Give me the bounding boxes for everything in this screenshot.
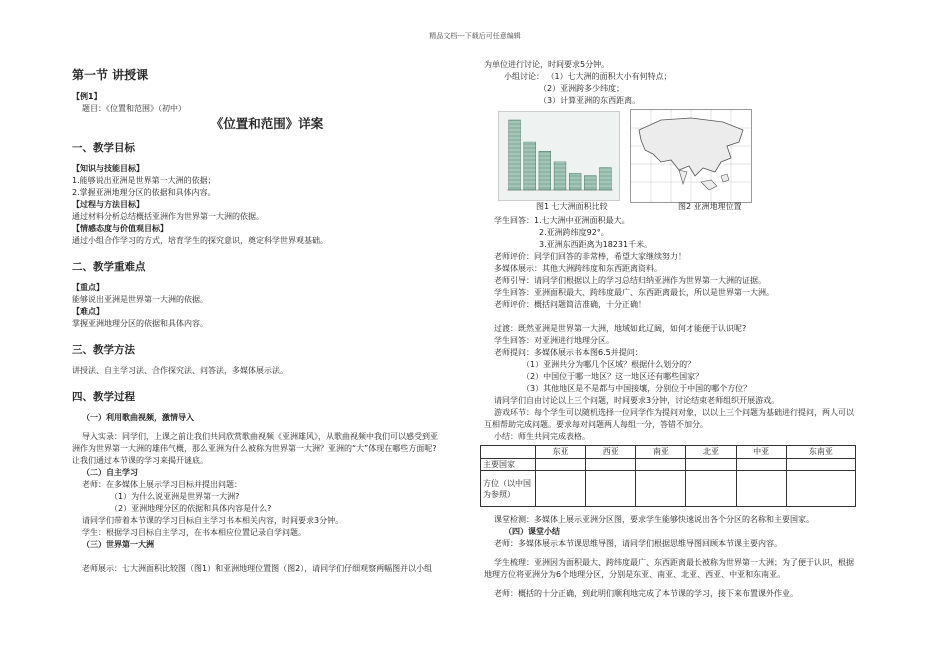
page-header: 精品文档---下载后可任意编辑 (429, 32, 521, 40)
process-4-line-b: 学生梳理：亚洲因为面积最大、跨纬度最广、东西距离最长被称为世界第一大洲；为了便于认识，根据 (494, 558, 854, 567)
table-cell (636, 459, 686, 471)
key-label: 【重点】 (72, 283, 104, 292)
chart-bar (569, 173, 581, 190)
student-answer-1: 学生回答：1.七大洲中亚洲面积最大。 (494, 216, 630, 225)
right-line-a: 为单位进行讨论，时间要求5分钟。 (484, 60, 610, 69)
goal-process-label: 【过程与方法目标】 (72, 200, 144, 209)
table-cell (786, 471, 855, 507)
student-answer-3: 3.亚洲东西距离为18231千米。 (539, 240, 653, 249)
doc-title: 《位置和范围》详案 (210, 116, 324, 131)
table-row (481, 471, 856, 507)
section-title: 第一节 讲授课 (72, 68, 149, 82)
game-rules-a: 游戏环节：每个学生可以随机选择一位同学作为提问对象，以以上三个问题为基础进行提问，两人可以 (494, 408, 854, 417)
class-check: 课堂检测：多媒体上展示亚洲分区图，要求学生能够快速说出各个分区的名称和主要国家。 (494, 515, 814, 524)
heading-methods: 三、教学方法 (72, 344, 135, 356)
process-2-title: （二）自主学习 (82, 468, 138, 477)
table-cell (786, 459, 855, 471)
summary-intro: 小结：师生共同完成表格。 (494, 432, 590, 441)
table-header-cell: 东南亚 (786, 446, 855, 459)
table-cell (536, 471, 586, 507)
goal-knowledge-1: 1.能够说出亚洲是世界第一大洲的依据； (72, 176, 216, 185)
table-cell (636, 471, 686, 507)
table-header-row (481, 446, 856, 459)
process-2-question-1: （1）为什么说亚洲是世界第一大洲? (110, 492, 240, 501)
teacher-question: 老师提问：多媒体展示书本图6.5并提问： (494, 348, 643, 357)
game-intro: 请同学们自由讨论以上三个问题，时间要求3分钟，讨论结束老师组织开展游戏。 (494, 396, 780, 405)
discussion-q3: （3）计算亚洲的东西距离。 (539, 96, 641, 105)
heading-key-points: 二、教学重难点 (72, 261, 146, 273)
process-3-title: （三）世界第一大洲 (82, 540, 154, 549)
figure-1-caption: 图1 七大洲面积比较 (536, 202, 608, 211)
table-header-cell: 南亚 (636, 446, 686, 459)
methods-text: 讲授法、自主学习法、合作探究法、问答法，多媒体展示法。 (72, 366, 288, 375)
difficulty-text: 掌握亚洲地理分区的依据和具体内容。 (72, 319, 208, 328)
goal-process-text: 通过材料分析总结概括亚洲作为世界第一大洲的依据。 (72, 212, 264, 221)
left-column (72, 66, 462, 575)
teacher-question-1: （1）亚洲共分为哪几个区域？根据什么划分的？ (522, 360, 696, 369)
figure-2-caption: 图2 亚洲地理位置 (678, 202, 742, 211)
example-label: 【例1】 (72, 92, 102, 101)
group-discussion: 小组讨论： （1）七大洲的面积大小有何特点； (504, 72, 672, 81)
area-bar-chart (499, 112, 619, 200)
row-label-direction: 方位（以中国为参照） (481, 471, 536, 507)
goal-attitude-text: 通过小组合作学习的方式，培育学生的探究意识，奠定科学世界观基础。 (72, 236, 328, 245)
goal-knowledge-2: 2.掌握亚洲地理分区的依据和具体内容。 (72, 188, 216, 197)
asia-map (631, 110, 751, 202)
process-4-line-c: 地理方位将亚洲分为6个地理分区，分别是东亚、南亚、北亚、西亚、中亚和东南亚。 (484, 570, 786, 579)
table-header-cell (481, 446, 536, 459)
game-rules-b: 互相帮助完成问题。要求每对问题两人每组一分，答错不加分。 (484, 420, 708, 429)
student-answer-2: 2.亚洲跨纬度92°。 (539, 228, 609, 237)
process-2-line-c: 学生：根据学习目标自主学习，在书本相应位置记录自学问题。 (82, 528, 306, 537)
teacher-guide-1: 老师引导：请同学们根据以上的学习总结归纳亚洲作为世界第一大洲的证据。 (494, 276, 766, 285)
teacher-question-2: （2）中国位于哪一地区？这一地区还有哪些国家？ (522, 372, 704, 381)
process-3-line-a: 老师展示：七大洲面积比较图（图1）和亚洲地理位置图（图2），请同学们仔细观察两幅图并以小组 (82, 564, 433, 573)
teacher-eval-2: 老师评价：概括问题简洁准确，十分正确！ (494, 300, 646, 309)
student-answer-5: 学生回答：对亚洲进行地理分区。 (494, 336, 614, 345)
table-row (481, 459, 856, 471)
student-answer-4: 学生回答：亚洲面积最大、跨纬度最广、东西距离最长，所以是世界第一大洲。 (494, 288, 774, 297)
figures-row (484, 111, 884, 201)
goal-attitude-label: 【情感态度与价值观目标】 (72, 224, 168, 233)
media-show-1: 多媒体展示：其他大洲跨纬度和东西距离资料。 (494, 264, 662, 273)
table-cell (736, 471, 786, 507)
process-2-question-2: （2）亚洲地理分区的依据和具体内容是什么? (110, 504, 272, 513)
row-label-countries: 主要国家 (481, 459, 536, 471)
process-4-line-d: 老师：概括的十分正确，到此明们顺利地完成了本节课的学习，接下来布置课外作业。 (494, 589, 798, 598)
chart-bar (539, 151, 551, 190)
goal-knowledge-label: 【知识与技能目标】 (72, 164, 144, 173)
right-column (484, 59, 884, 600)
heading-goals: 一、教学目标 (72, 142, 135, 154)
topic-line: 题目：《位置和范围》（初中） (82, 104, 186, 113)
table-header-cell: 东亚 (536, 446, 586, 459)
heading-process: 四、教学过程 (72, 391, 135, 403)
table-cell (536, 459, 586, 471)
figure-captions (484, 201, 884, 215)
chart-bar (600, 168, 612, 190)
table-cell (586, 471, 636, 507)
table-cell (686, 459, 736, 471)
table-cell (686, 471, 736, 507)
difficulty-label: 【难点】 (72, 307, 104, 316)
process-4-title: （四）课堂小结 (504, 527, 560, 536)
process-1-line-a: 导入实录：同学们，上课之前让我们共同欣赏歌曲视频《亚洲雄风》，从歌曲视频中我们可以感受到亚 (82, 432, 438, 441)
figure-1-area-chart (498, 111, 620, 201)
teacher-eval-1: 老师评价：同学们回答的非常棒，希望大家继续努力！ (494, 252, 686, 261)
table-header-cell: 中亚 (736, 446, 786, 459)
process-1-line-c: 让我们通过本节课的学习来揭开谜底。 (72, 456, 208, 465)
figure-2-asia-map (630, 109, 752, 203)
table-header-cell: 北亚 (686, 446, 736, 459)
table-cell (736, 459, 786, 471)
transition: 过渡：既然亚洲是世界第一大洲，地域如此辽阔，如何才能便于认识呢? (494, 324, 747, 333)
process-2-line-a: 老师：在多媒体上展示学习目标并提出问题： (82, 480, 242, 489)
process-1-title: （一）利用歌曲视频，激情导入 (82, 413, 194, 422)
process-4-line-a: 老师：多媒体展示本节课思维导图，请同学们根据思维导图回顾本节课主要内容。 (494, 539, 782, 548)
process-2-line-b: 请同学们带着本节课的学习目标自主学习书本相关内容，时间要求3分钟。 (82, 516, 344, 525)
teacher-question-3: （3）其他地区是不是都与中国接壤，分别位于中国的哪个方位？ (522, 384, 752, 393)
chart-bar (509, 120, 521, 190)
key-text: 能够说出亚洲是世界第一大洲的依据。 (72, 295, 208, 304)
region-summary-table (480, 445, 856, 507)
table-header-cell: 西亚 (586, 446, 636, 459)
discussion-q2: （2）亚洲跨多少纬度； (539, 84, 625, 93)
table-cell (586, 459, 636, 471)
process-1-line-b: 洲作为世界第一大洲的雄伟气概，那么亚洲为什么被称为世界第一大洲？亚洲的“大”体现在哪些方面呢? (72, 444, 437, 453)
